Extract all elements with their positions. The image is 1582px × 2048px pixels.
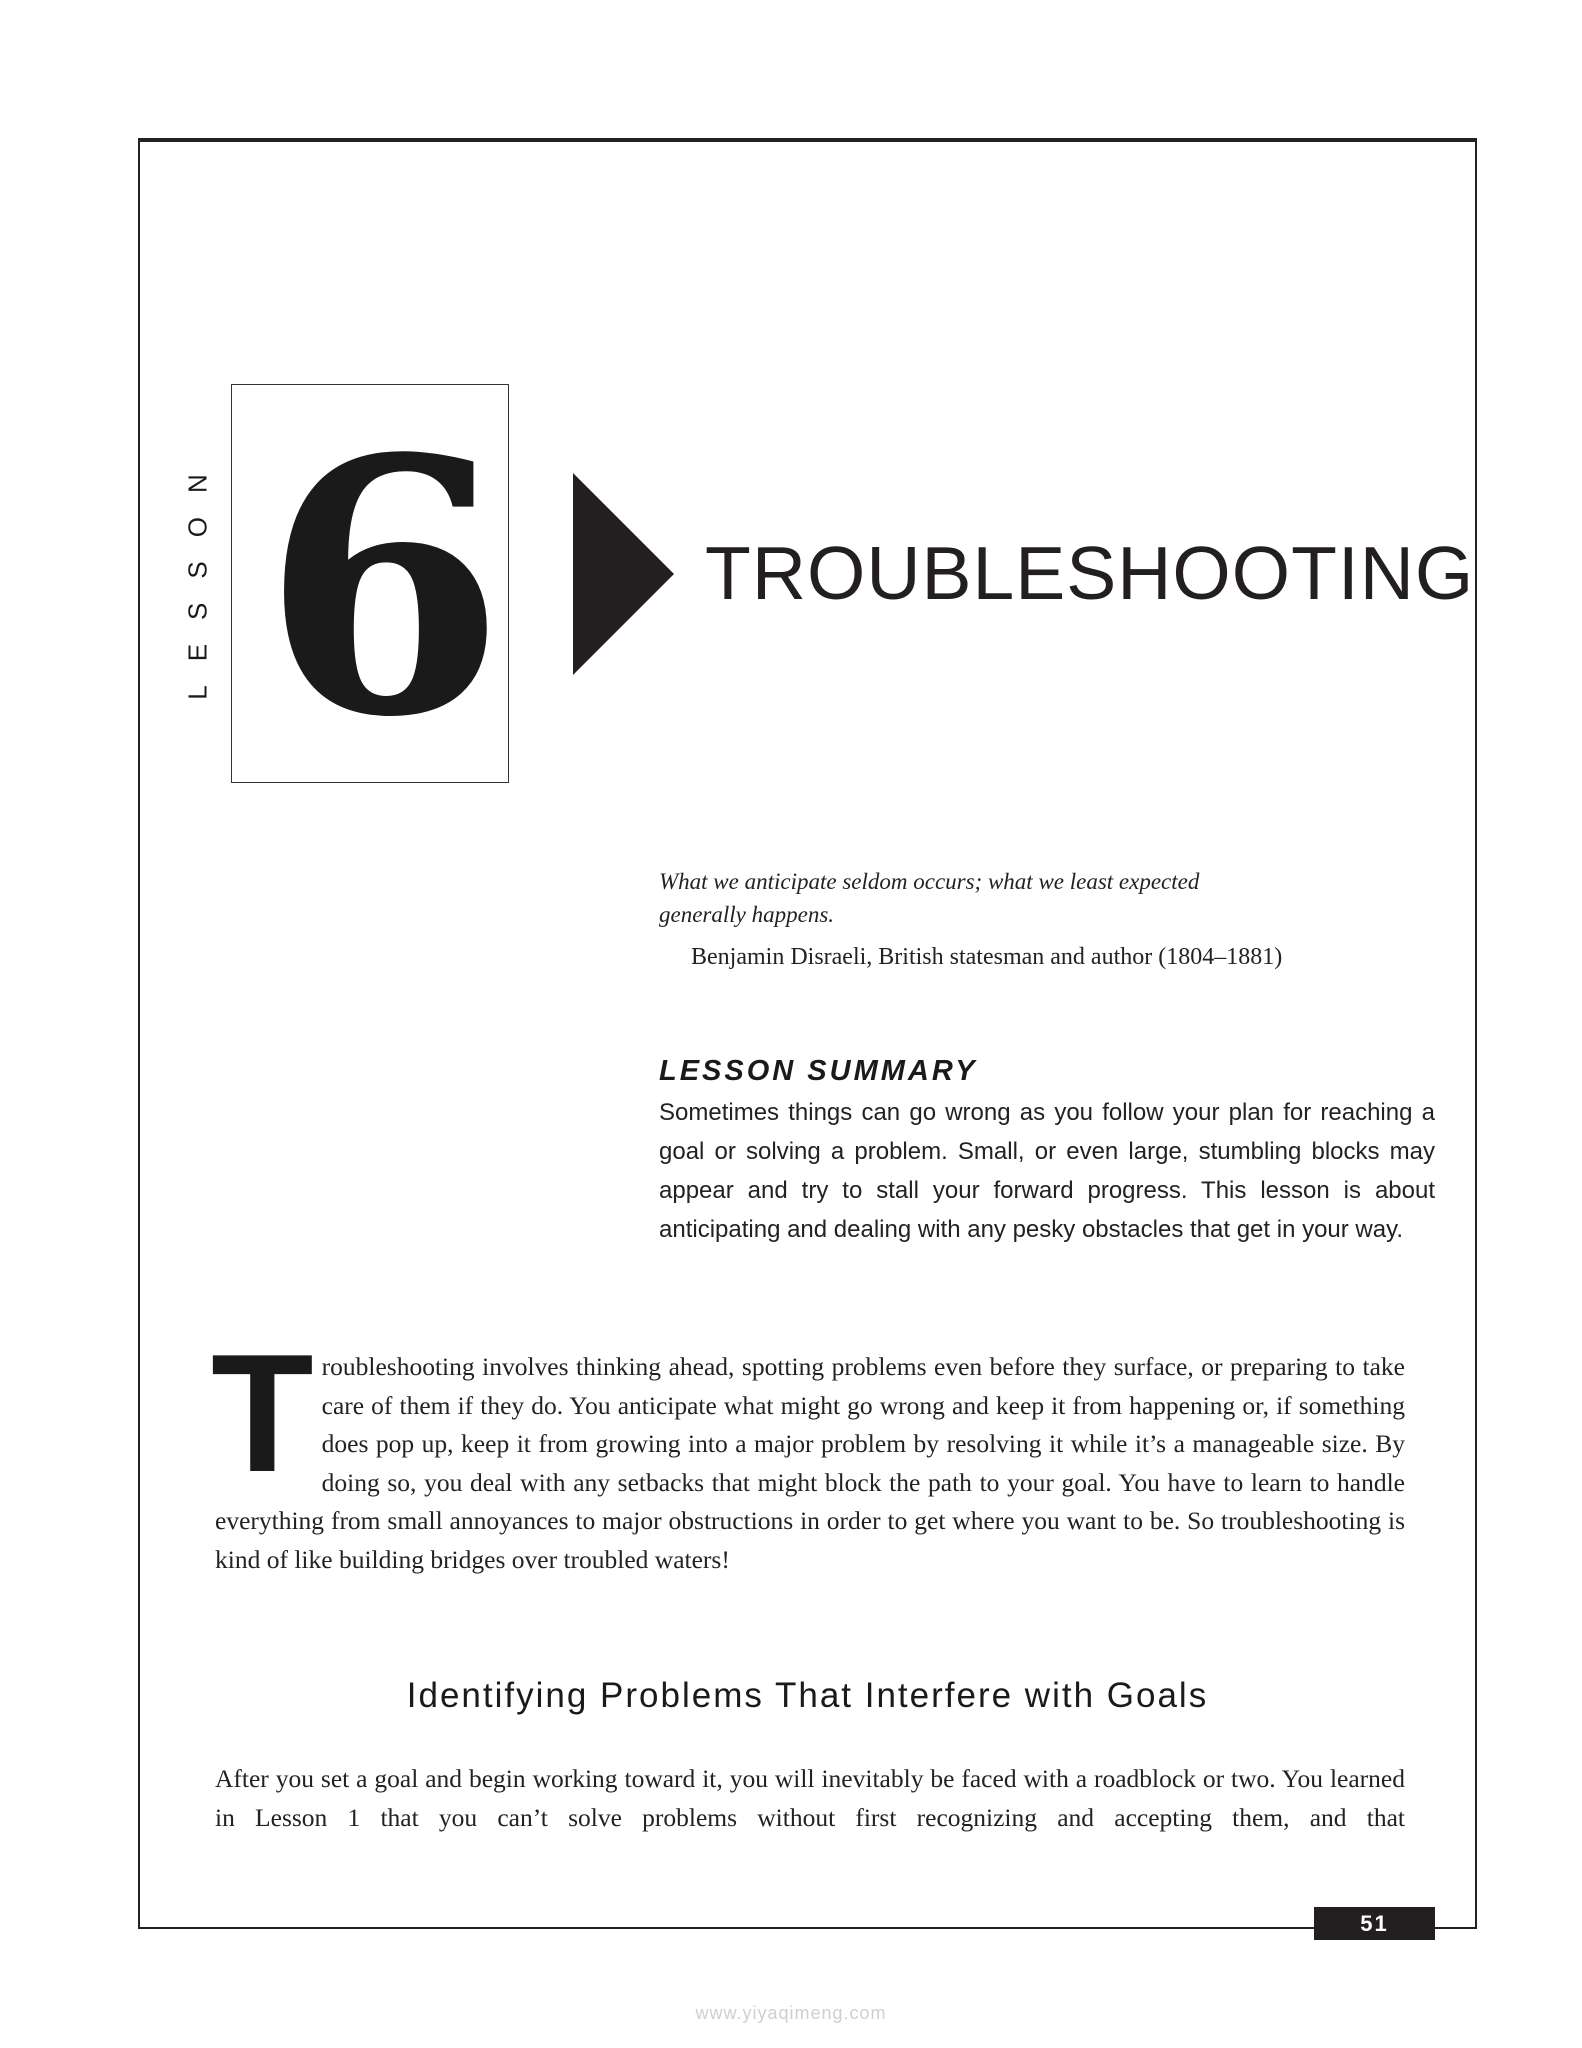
section-heading: Identifying Problems That Interfere with Goals (406, 1676, 1209, 1715)
lesson-label-text: LESSON (182, 450, 213, 700)
lesson-number: 6 (262, 384, 506, 783)
play-arrow-icon (573, 473, 674, 675)
watermark: www.yiyaqimeng.com (695, 2003, 887, 2023)
intro-text: roubleshooting involves thinking ahead, spotting problems even before they surface, or preparing to take care of them if they do. You anticipate what might go wrong and keep it from happening or, if something does pop up, keep it from growing into a major problem by resolving it while it’s a manageable size. By doing so, you deal with any setbacks that might block the path to your goal. You have to learn to handle everything from small annoyances to major obstructions in order to get where you want to be. So troubleshooting is kind of like building bridges over troubled waters! (215, 1352, 1405, 1574)
epigraph-attribution: Benjamin Disraeli, British statesman and author (1804–1881) (691, 944, 1283, 970)
intro-paragraph (211, 1319, 1405, 1580)
drop-cap: T (211, 1319, 314, 1507)
page-number: 51 (1314, 1907, 1435, 1940)
epigraph (659, 865, 1359, 974)
section-body-text: After you set a goal and begin working toward it, you will inevitably be faced with a roadblock or two. You learned in Lesson 1 that you can’t solve problems without first recognizing and accepting them, and that (215, 1764, 1405, 1832)
lesson-summary (659, 1053, 1435, 1249)
epigraph-quote: What we anticipate seldom occurs; what we least expected generally happens. (659, 869, 1200, 927)
lesson-label (182, 450, 213, 700)
chapter-title: TROUBLESHOOTING (705, 531, 1475, 615)
summary-text: Sometimes things can go wrong as you follow your plan for reaching a goal or solving a problem. Small, or even large, stumbling blocks may appear and try to stall your forward progress. This lesson is about anticipating and dealing with any pesky obstacles that get in your way. (659, 1099, 1435, 1243)
summary-heading: LESSON SUMMARY (659, 1055, 978, 1087)
lesson-number-box (231, 384, 509, 783)
